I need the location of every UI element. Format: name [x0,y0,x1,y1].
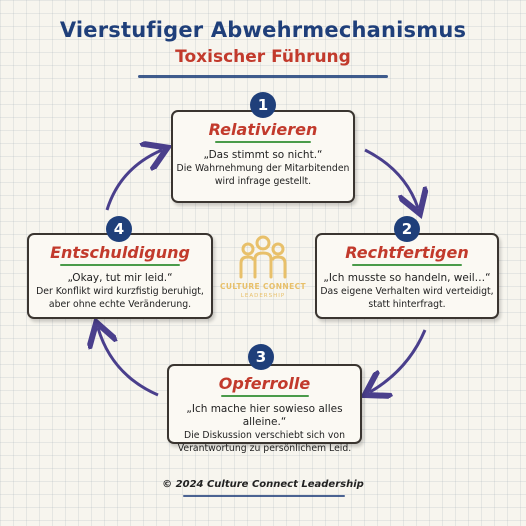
step-card-1 [171,110,355,203]
step-card-3 [167,364,362,454]
step-desc-line1: Die Wahrnehmung der Mitarbitenden [176,163,350,174]
step-quote: „Ich mache hier sowieso alles alleine.“ [186,403,343,428]
step-heading: Entschuldigung [50,243,190,262]
step-number-badge-3: 3 [248,344,274,370]
footer-underline [183,495,345,497]
heading-underline [215,141,311,143]
step-number-badge-2: 2 [394,216,420,242]
step-card-2 [315,233,499,319]
step-desc-line1: Das eigene Verhalten wird verteidigt, [320,286,494,297]
copyright-footer: © 2024 Culture Connect Leadership [162,479,364,490]
step-desc-line1: Der Konflikt wird kurzfistig beruhigt, [36,286,204,297]
step-heading: Opferrolle [218,374,311,393]
step-quote: „Das stimmt so nicht.“ [203,149,323,161]
three-people-icon [238,234,288,280]
logo-subtitle: LEADERSHIP [240,293,286,299]
step-desc-line2: wird infrage gestellt. [214,176,312,187]
diagram-title: Vierstufiger Abwehrmechanismus [59,18,467,42]
heading-underline [352,264,462,266]
arrow-2-to-3 [370,330,425,392]
arrow-3-to-4 [98,328,158,395]
step-card-4 [27,233,213,319]
step-heading: Relativieren [208,120,318,139]
logo-name: CULTURE CONNECT [219,282,307,291]
step-desc-line2: statt hinterfragt. [368,299,446,310]
heading-underline [60,264,180,266]
diagram-subtitle: Toxischer Führung [175,47,351,67]
step-desc-line1: Die Diskussion verschiebt sich von [184,430,345,441]
step-quote: „Ich musste so handeln, weil…“ [323,272,491,284]
step-desc-line2: aber ohne echte Veränderung. [48,299,192,310]
step-number-badge-4: 4 [106,216,132,242]
step-quote: „Okay, tut mir leid.“ [67,272,173,284]
step-heading: Rechtfertigen [345,243,469,262]
step-desc-line2: Verantwortung zu persönlichem Leid. [177,443,352,454]
arrow-1-to-2 [365,150,418,208]
heading-underline [221,395,309,397]
step-number-badge-1: 1 [250,92,276,118]
arrow-4-to-1 [107,150,162,210]
